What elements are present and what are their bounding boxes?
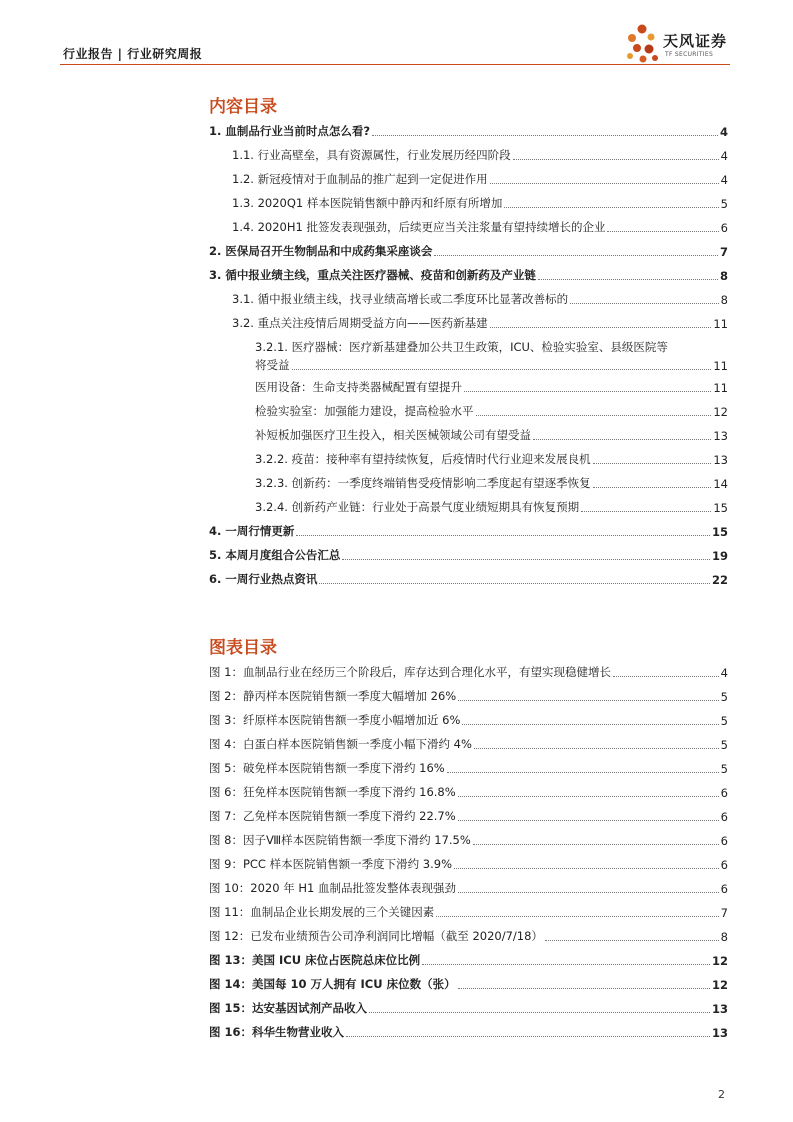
toc-entry[interactable] [255,475,728,491]
figure-entry[interactable] [209,1024,728,1040]
figure-entry[interactable] [209,1000,728,1016]
toc-title: 内容目录 [209,97,277,117]
toc-entry-label: 5. 本周月度组合公告汇总 [209,548,341,562]
dot-leader [346,1036,710,1037]
toc-entry[interactable] [255,499,728,515]
figure-entry-page: 6 [720,858,728,872]
dot-leader [593,487,712,488]
toc-entry-page: 11 [713,317,728,331]
toc-entry[interactable] [209,523,728,539]
toc-entry-label: 1.3. 2020Q1 样本医院销售额中静丙和纤原有所增加 [232,196,503,210]
figure-entry-page: 5 [720,690,728,704]
toc-entry-page: 7 [719,245,728,259]
figures-title: 图表目录 [209,638,277,658]
toc-entry-page: 22 [711,573,728,587]
figure-entry-label: 图 12：已发布业绩预告公司净利润同比增幅（截至 2020/7/18） [209,929,543,943]
figure-entry-label: 图 11：血制品企业长期发展的三个关键因素 [209,905,435,919]
header-divider [60,64,730,65]
figure-entry[interactable] [209,904,728,920]
figure-entry-page: 6 [720,834,728,848]
figure-entry[interactable] [209,784,728,800]
figure-entry-label: 图 4：白蛋白样本医院销售额一季度小幅下滑约 4% [209,737,472,751]
dot-leader [570,303,719,304]
toc-entry-page: 15 [713,501,728,515]
figure-entry-label: 图 8：因子Ⅷ样本医院销售额一季度下滑约 17.5% [209,833,471,847]
figure-entry[interactable] [209,856,728,872]
toc-entry-label: 1.4. 2020H1 批签发表现强劲，后续更应当关注浆量有望持续增长的企业 [232,220,606,234]
logo-text-cn: 天风证券 [663,32,728,50]
dot-leader [490,183,719,184]
toc-entry[interactable] [232,147,728,163]
figure-entry-page: 6 [720,882,728,896]
toc-entry-page: 19 [711,549,728,563]
dot-leader [458,796,719,797]
dot-leader [476,415,712,416]
report-type: 行业报告 | 行业研究周报 [63,47,203,61]
dot-leader [434,255,718,256]
dot-leader [436,916,718,917]
logo-text-en: TF SECURITIES [665,51,714,58]
figure-entry-page: 13 [711,1026,728,1040]
figure-entry-label: 图 6：狂免样本医院销售额一季度下滑约 16.8% [209,785,456,799]
figure-entry[interactable] [209,832,728,848]
toc-entry-page: 8 [719,269,728,283]
dot-leader [458,700,718,701]
page-header [0,0,793,70]
figure-entry-label: 图 7：乙免样本医院销售额一季度下滑约 22.7% [209,809,456,823]
toc-entry[interactable] [209,243,728,259]
figure-entry-page: 12 [711,978,728,992]
figure-entry-page: 5 [720,762,728,776]
toc-entry-label: 3.2.2. 疫苗：接种率有望持续恢复，后疫情时代行业迎来发展良机 [255,452,591,466]
toc-entry-label: 医用设备：生命支持类器械配置有望提升 [255,380,462,394]
figure-entry-page: 7 [720,906,728,920]
toc-entry[interactable] [232,195,728,211]
dot-leader [490,327,712,328]
dot-leader [369,1012,710,1013]
toc-entry-label: 1.2. 新冠疫情对于血制品的推广起到一定促进作用 [232,172,488,186]
toc-entry-label: 补短板加强医疗卫生投入，相关医械领域公司有望受益 [255,428,531,442]
figure-entry-label: 图 2：静丙样本医院销售额一季度大幅增加 26% [209,689,457,703]
figure-entry[interactable] [209,808,728,824]
dot-leader [474,748,719,749]
figure-entry-page: 8 [720,930,728,944]
dot-leader [458,988,710,989]
figure-entry-page: 12 [711,954,728,968]
dot-leader [513,159,719,160]
toc-entry-page: 6 [720,221,728,235]
dot-leader [473,844,719,845]
figure-entry-page: 5 [720,738,728,752]
toc-entry-label: 3.1. 循中报业绩主线，找寻业绩高增长或二季度环比显著改善标的 [232,292,569,306]
dot-leader [464,391,711,392]
toc-entry-page: 4 [719,125,728,139]
figure-entry[interactable] [209,712,728,728]
figure-entry-page: 13 [711,1002,728,1016]
dot-leader [447,772,719,773]
dot-leader [458,892,719,893]
figure-entry-label: 图 1：血制品行业在经历三个阶段后，库存达到合理化水平，有望实现稳健增长 [209,665,611,679]
dot-leader [342,559,710,560]
figure-entry-page: 6 [720,786,728,800]
figure-entry-page: 6 [720,810,728,824]
toc-entry-label: 1.1. 行业高壁垒，具有资源属性，行业发展历经四阶段 [232,148,511,162]
figure-entry[interactable] [209,976,728,992]
figure-entry-page: 5 [720,714,728,728]
dot-leader [292,369,712,370]
dot-leader [462,724,718,725]
toc-entry[interactable] [209,267,728,283]
toc-entry-label: 6. 一周行业热点资讯 [209,572,318,586]
toc-entry-page: 11 [713,359,728,373]
toc-entry-page: 12 [713,405,728,419]
figure-entry[interactable] [209,760,728,776]
figure-entry-page: 4 [720,666,728,680]
figure-entry-label: 图 13：美国 ICU 床位占医院总床位比例 [209,953,421,967]
toc-entry-page: 4 [720,149,728,163]
toc-entry[interactable] [255,427,728,443]
figure-entry-label: 图 15：达安基因试剂产品收入 [209,1001,368,1015]
figure-entry[interactable] [209,928,728,944]
toc-entry[interactable] [232,291,728,307]
toc-entry-page: 14 [713,477,728,491]
toc-entry-label: 1. 血制品行业当前时点怎么看? [209,124,371,138]
toc-entry[interactable] [209,571,728,587]
toc-entry-page: 8 [720,293,728,307]
logo-mark-icon [622,22,662,64]
toc-entry[interactable] [255,379,728,395]
toc-entry-page: 13 [713,453,728,467]
toc-entry[interactable] [209,547,728,563]
dot-leader [545,940,719,941]
toc-entry-label: 2. 医保局召开生物制品和中成药集采座谈会 [209,244,433,258]
figure-entry[interactable] [209,736,728,752]
toc-entry-label: 3.2. 重点关注疫情后周期受益方向——医药新基建 [232,316,488,330]
figure-entry-label: 图 16：科华生物营业收入 [209,1025,345,1039]
toc-entry-label: 3.2.4. 创新药产业链：行业处于高景气度业绩短期具有恢复预期 [255,500,580,514]
toc-entry[interactable] [255,403,728,419]
dot-leader [458,820,719,821]
figure-entry[interactable] [209,688,728,704]
dot-leader [319,583,710,584]
toc-entry[interactable] [255,451,728,467]
toc-entry-label: 3.2.1. 医疗器械：医疗新基建叠加公共卫生政策，ICU、检验实验室、县级医院等 [255,340,668,354]
toc-entry-label: 3.2.3. 创新药：一季度终端销售受疫情影响二季度起有望逐季恢复 [255,476,591,490]
dot-leader [613,676,719,677]
toc-entry[interactable] [255,339,728,373]
dot-leader [504,207,718,208]
toc-entry-page: 15 [711,525,728,539]
figure-entry[interactable] [209,880,728,896]
toc-entry-page: 5 [720,197,728,211]
toc-entry-label-cont: 将受益 [255,358,290,372]
toc-entry[interactable] [209,123,728,139]
toc-entry-page: 13 [713,429,728,443]
dot-leader [296,535,710,536]
figure-entry[interactable] [209,952,728,968]
toc-entry-label: 4. 一周行情更新 [209,524,295,538]
dot-leader [607,231,718,232]
toc-entry[interactable] [232,219,728,235]
dot-leader [581,511,711,512]
dot-leader [454,868,719,869]
dot-leader [593,463,712,464]
dot-leader [533,439,711,440]
figure-entry-label: 图 3：纤原样本医院销售额一季度小幅增加近 6% [209,713,461,727]
dot-leader [538,279,718,280]
toc-entry-label: 3. 循中报业绩主线，重点关注医疗器械、疫苗和创新药及产业链 [209,268,536,282]
figure-entry-label: 图 14：美国每 10 万人拥有 ICU 床位数（张） [209,977,456,991]
figure-entry[interactable] [209,664,728,680]
dot-leader [372,135,718,136]
toc-entry-page: 4 [720,173,728,187]
figure-entry-label: 图 10：2020 年 H1 血制品批签发整体表现强劲 [209,881,456,895]
toc-entry-label: 检验实验室：加强能力建设，提高检验水平 [255,404,474,418]
page-number: 2 [718,1088,725,1101]
figure-entry-label: 图 5：破免样本医院销售额一季度下滑约 16% [209,761,445,775]
toc-entry-page: 11 [713,381,728,395]
company-logo [622,22,742,64]
toc-entry[interactable] [232,171,728,187]
figure-entry-label: 图 9：PCC 样本医院销售额一季度下滑约 3.9% [209,857,452,871]
dot-leader [422,964,710,965]
toc-entry[interactable] [232,315,728,331]
